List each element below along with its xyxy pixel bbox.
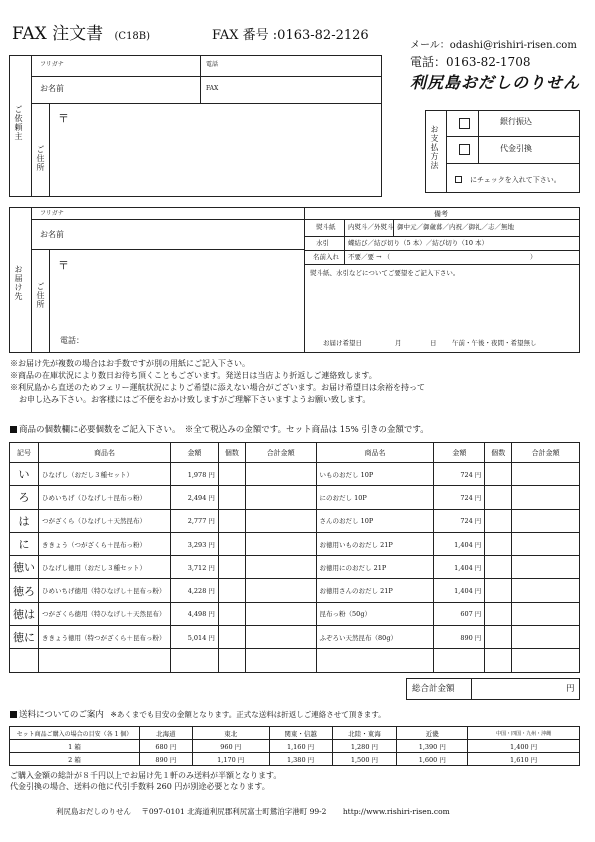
remarks-input[interactable] <box>308 280 576 330</box>
table-row <box>10 602 580 625</box>
col-name-right: 商品名 <box>316 443 434 463</box>
phone-line: 電話：0163-82-1708 <box>410 55 531 69</box>
mizuhiki-options[interactable]: 蝶結び／結び切り（5 本）／結び切り（10 本） <box>348 239 489 247</box>
fax-number: FAX 番号 :0163-82-2126 <box>212 28 369 43</box>
table-row <box>10 486 580 509</box>
delivery-address-input[interactable] <box>75 258 300 328</box>
col-price-right: 金額 <box>434 443 485 463</box>
product-code: に <box>10 532 39 555</box>
product-code: 徳い <box>10 556 39 579</box>
bullet-icon <box>10 426 17 433</box>
shipping-col-region: 近畿 <box>397 727 468 740</box>
payment-note: にチェックを入れて下さい。 <box>470 176 561 184</box>
shipping-heading <box>10 711 386 720</box>
grand-total-unit: 円 <box>566 684 575 694</box>
shipping-cell: 1,600 円 <box>397 753 468 766</box>
product-price: 1,404 円 <box>434 556 485 579</box>
delivery-postal-mark: 〒 <box>58 259 69 272</box>
shipping-col-region: 東北 <box>192 727 269 740</box>
shipping-note: ※あくまでも目安の金額となります。正式な送料は折返しご連絡させて頂きます。 <box>110 710 386 719</box>
shipping-cell: 680 円 <box>139 740 192 753</box>
qty-input[interactable] <box>485 579 512 602</box>
form-code: (C18B) <box>114 31 151 42</box>
cod-label: 代金引換 <box>500 144 532 153</box>
qty-input[interactable] <box>218 602 245 625</box>
product-price: 1,978 円 <box>170 463 218 486</box>
delivery-tel-label: 電話： <box>60 336 84 345</box>
product-price: 2,494 円 <box>170 486 218 509</box>
total-input[interactable] <box>245 579 316 602</box>
footer-shop: 利尻島おだしのりせん <box>56 807 131 816</box>
bank-transfer-label: 銀行振込 <box>500 117 532 126</box>
product-name: にのおだし 10P <box>316 486 434 509</box>
requester-fax-label: FAX <box>206 85 219 92</box>
qty-input[interactable] <box>218 532 245 555</box>
qty-input[interactable] <box>485 463 512 486</box>
product-code: ろ <box>10 486 39 509</box>
product-name: つがざくら徳用（特ひなげし＋天然昆布） <box>39 602 171 625</box>
cod-checkbox[interactable] <box>459 144 470 155</box>
total-input[interactable] <box>245 509 316 532</box>
shipping-col-region: 北陸・東海 <box>332 727 397 740</box>
products-heading <box>10 426 429 435</box>
table-row <box>10 556 580 579</box>
total-input[interactable] <box>245 532 316 555</box>
qty-input[interactable] <box>218 509 245 532</box>
product-name: お徳用いものおだし 21P <box>316 532 434 555</box>
product-name: ききょう徳用（特つがざくら＋昆布っ粉） <box>39 626 171 649</box>
products-table <box>9 442 580 673</box>
name-insert-close: ） <box>530 253 537 261</box>
total-input[interactable] <box>512 463 580 486</box>
empty-cell <box>39 649 171 672</box>
total-input[interactable] <box>512 532 580 555</box>
shipping-cell: 1,610 円 <box>468 753 580 766</box>
col-code: 記号 <box>10 443 39 463</box>
check-sample-box <box>455 176 462 183</box>
shipping-footnote: ご購入金額の総計が８千円以上でお届け先１軒のみ送料が半額となります。 <box>10 771 282 780</box>
product-name: ひなげし（おだし３種セット） <box>39 463 171 486</box>
grand-total-input[interactable] <box>474 680 562 698</box>
delivery-address-label: ご住所 <box>36 282 45 309</box>
shipping-footnote: 代金引換の場合、送料の他に代引手数料 260 円が別途必要となります。 <box>10 782 270 791</box>
product-code: は <box>10 509 39 532</box>
empty-cell <box>512 649 580 672</box>
total-input[interactable] <box>512 602 580 625</box>
product-price: 3,293 円 <box>170 532 218 555</box>
shipping-col-region: 北海道 <box>139 727 192 740</box>
delivery-date-month: 月 <box>395 339 402 347</box>
requester-furigana: フリガナ <box>40 61 64 68</box>
qty-input[interactable] <box>485 556 512 579</box>
shipping-cell: 1,400 円 <box>468 740 580 753</box>
total-input[interactable] <box>512 626 580 649</box>
delivery-label: お届け先 <box>14 265 23 301</box>
note-line: ※利尻島から直送のためフェリー運航状況によりご希望に添えない場合がございます。お届け希望日は余裕を持って <box>10 383 425 392</box>
noshi-option-2[interactable]: 御中元／御歳暮／内祝／御礼／志／無地 <box>397 223 514 231</box>
name-insert-option[interactable]: 不要／要 → （ <box>348 253 391 261</box>
qty-input[interactable] <box>485 486 512 509</box>
shipping-cell: 1,160 円 <box>269 740 332 753</box>
product-name: ひなげし徳用（おだし３種セット） <box>39 556 171 579</box>
empty-cell <box>434 649 485 672</box>
grand-total-label: 総合計金額 <box>412 684 455 694</box>
qty-input[interactable] <box>485 532 512 555</box>
shipping-col-set: セット商品ご購入の場合の目安（各 1 個） <box>10 727 140 740</box>
footer-address: 〒097-0101 北海道利尻郡利尻富士町鴛泊字港町 99-2 <box>141 807 327 816</box>
note-line: ※お届け先が複数の場合はお手数ですが別の用紙にご記入下さい。 <box>10 359 250 368</box>
shipping-header-row <box>10 727 580 740</box>
product-name: さんのおだし 10P <box>316 509 434 532</box>
product-name: 昆布っ粉（50g） <box>316 602 434 625</box>
payment-label: お支払方法 <box>430 125 439 170</box>
notes-block <box>10 358 425 406</box>
product-name: いものおだし 10P <box>316 463 434 486</box>
empty-cell <box>218 649 245 672</box>
delivery-name-label: お名前 <box>40 230 64 239</box>
delivery-date-label: お届け希望日 <box>323 339 362 347</box>
title-text: FAX 注文書 <box>12 24 104 44</box>
requester-tel-label: 電話 <box>206 61 219 68</box>
shipping-cell: 960 円 <box>192 740 269 753</box>
shipping-cell: 1 箱 <box>10 740 140 753</box>
total-input[interactable] <box>512 509 580 532</box>
product-price: 3,712 円 <box>170 556 218 579</box>
empty-cell <box>10 649 39 672</box>
qty-input[interactable] <box>218 463 245 486</box>
table-row <box>10 740 580 753</box>
shipping-footnotes <box>10 770 281 792</box>
total-input[interactable] <box>245 556 316 579</box>
noshi-option-1[interactable]: 内熨斗／外熨斗 <box>348 223 394 231</box>
page-title <box>12 26 150 43</box>
remarks-title: 備考 <box>434 210 448 218</box>
product-name: つがざくら（ひなげし＋天然昆布） <box>39 509 171 532</box>
total-input[interactable] <box>512 556 580 579</box>
product-name: ひめいちげ（ひなげし＋昆布っ粉） <box>39 486 171 509</box>
product-price: 1,404 円 <box>434 532 485 555</box>
products-heading-text: 商品の個数欄に必要個数をご記入下さい。 ※全て税込みの金額です。セット商品は 15% 引きの金額です。 <box>19 425 429 435</box>
shipping-cell: 1,170 円 <box>192 753 269 766</box>
delivery-furigana: フリガナ <box>40 210 64 217</box>
product-code: い <box>10 463 39 486</box>
requester-name-label: お名前 <box>40 84 64 93</box>
noshi-label: 熨斗紙 <box>316 223 336 231</box>
total-input[interactable] <box>245 626 316 649</box>
product-price: 724 円 <box>434 463 485 486</box>
shipping-col-region: 関東・信越 <box>269 727 332 740</box>
qty-input[interactable] <box>218 486 245 509</box>
product-name: ききょう（つがざくら＋昆布っ粉） <box>39 532 171 555</box>
mizuhiki-label: 水引 <box>316 239 329 247</box>
shipping-heading-text: 送料についてのご案内 <box>19 710 104 720</box>
delivery-time-options[interactable]: 午前・午後・夜間・希望無し <box>452 339 537 347</box>
total-input[interactable] <box>245 602 316 625</box>
delivery-name-input[interactable] <box>80 221 298 247</box>
product-price: 1,404 円 <box>434 579 485 602</box>
col-total: 合計金額 <box>245 443 316 463</box>
qty-input[interactable] <box>218 626 245 649</box>
shipping-cell: 1,280 円 <box>332 740 397 753</box>
email-line: メール：odashi@rishiri-risen.com <box>410 40 577 51</box>
product-price: 4,498 円 <box>170 602 218 625</box>
products-header-row <box>10 443 580 463</box>
total-input[interactable] <box>245 486 316 509</box>
shop-logo: 利尻島おだしのりせん <box>410 73 581 92</box>
col-qty-right: 個数 <box>485 443 512 463</box>
product-code: 徳に <box>10 626 39 649</box>
product-code: 徳は <box>10 602 39 625</box>
shipping-cell: 2 箱 <box>10 753 140 766</box>
note-line: お申し込み下さい。お客様にはご不便をおかけ致しますがご理解下さいますようお願い致します。 <box>19 395 371 404</box>
table-row <box>10 463 580 486</box>
shipping-cell: 1,390 円 <box>397 740 468 753</box>
col-qty: 個数 <box>218 443 245 463</box>
shipping-cell: 1,500 円 <box>332 753 397 766</box>
footer <box>56 808 450 816</box>
empty-cell <box>245 649 316 672</box>
product-price: 2,777 円 <box>170 509 218 532</box>
qty-input[interactable] <box>485 509 512 532</box>
requester-address-label: ご住所 <box>36 145 45 172</box>
requester-name-input[interactable] <box>80 78 195 100</box>
table-row <box>10 509 580 532</box>
name-insert-label: 名前入れ <box>313 253 339 261</box>
product-price: 607 円 <box>434 602 485 625</box>
total-input[interactable] <box>512 486 580 509</box>
requester-postal-mark: 〒 <box>58 112 69 125</box>
total-input[interactable] <box>245 463 316 486</box>
remarks-note: 熨斗紙、水引などについてご要望をご記入下さい。 <box>310 269 460 277</box>
table-row <box>10 532 580 555</box>
requester-label: ご依頼主 <box>14 105 23 141</box>
bullet-icon <box>10 711 17 718</box>
bank-transfer-checkbox[interactable] <box>459 118 470 129</box>
requester-address-input[interactable] <box>75 110 375 190</box>
col-total-right: 合計金額 <box>512 443 580 463</box>
product-name: ひめいちげ徳用（特ひなげし＋昆布っ粉） <box>39 579 171 602</box>
footer-url[interactable]: http://www.rishiri-risen.com <box>342 807 450 816</box>
shipping-cell: 1,380 円 <box>269 753 332 766</box>
empty-cell <box>170 649 218 672</box>
table-row <box>10 753 580 766</box>
col-name: 商品名 <box>39 443 171 463</box>
total-input[interactable] <box>512 579 580 602</box>
note-line: ※商品の在庫状況により数日お待ち頂くこともございます。発送日は当店より折返しご連絡致します。 <box>10 371 377 380</box>
product-price: 890 円 <box>434 626 485 649</box>
product-name: お徳用にのおだし 21P <box>316 556 434 579</box>
shipping-table <box>9 726 580 766</box>
table-row-empty <box>10 649 580 672</box>
product-name: お徳用さんのおだし 21P <box>316 579 434 602</box>
empty-cell <box>316 649 434 672</box>
product-price: 4,228 円 <box>170 579 218 602</box>
table-row <box>10 626 580 649</box>
delivery-tel-input[interactable] <box>100 332 298 350</box>
product-code: 徳ろ <box>10 579 39 602</box>
empty-cell <box>485 649 512 672</box>
product-price: 724 円 <box>434 509 485 532</box>
shipping-col-region: 中国・四国・九州・沖縄 <box>468 727 580 740</box>
qty-input[interactable] <box>485 626 512 649</box>
delivery-date-day: 日 <box>430 339 437 347</box>
product-name: ふぞろい天然昆布（80g） <box>316 626 434 649</box>
shipping-cell: 890 円 <box>139 753 192 766</box>
col-price: 金額 <box>170 443 218 463</box>
qty-input[interactable] <box>218 579 245 602</box>
table-row <box>10 579 580 602</box>
qty-input[interactable] <box>485 602 512 625</box>
product-price: 724 円 <box>434 486 485 509</box>
qty-input[interactable] <box>218 556 245 579</box>
product-price: 5,014 円 <box>170 626 218 649</box>
